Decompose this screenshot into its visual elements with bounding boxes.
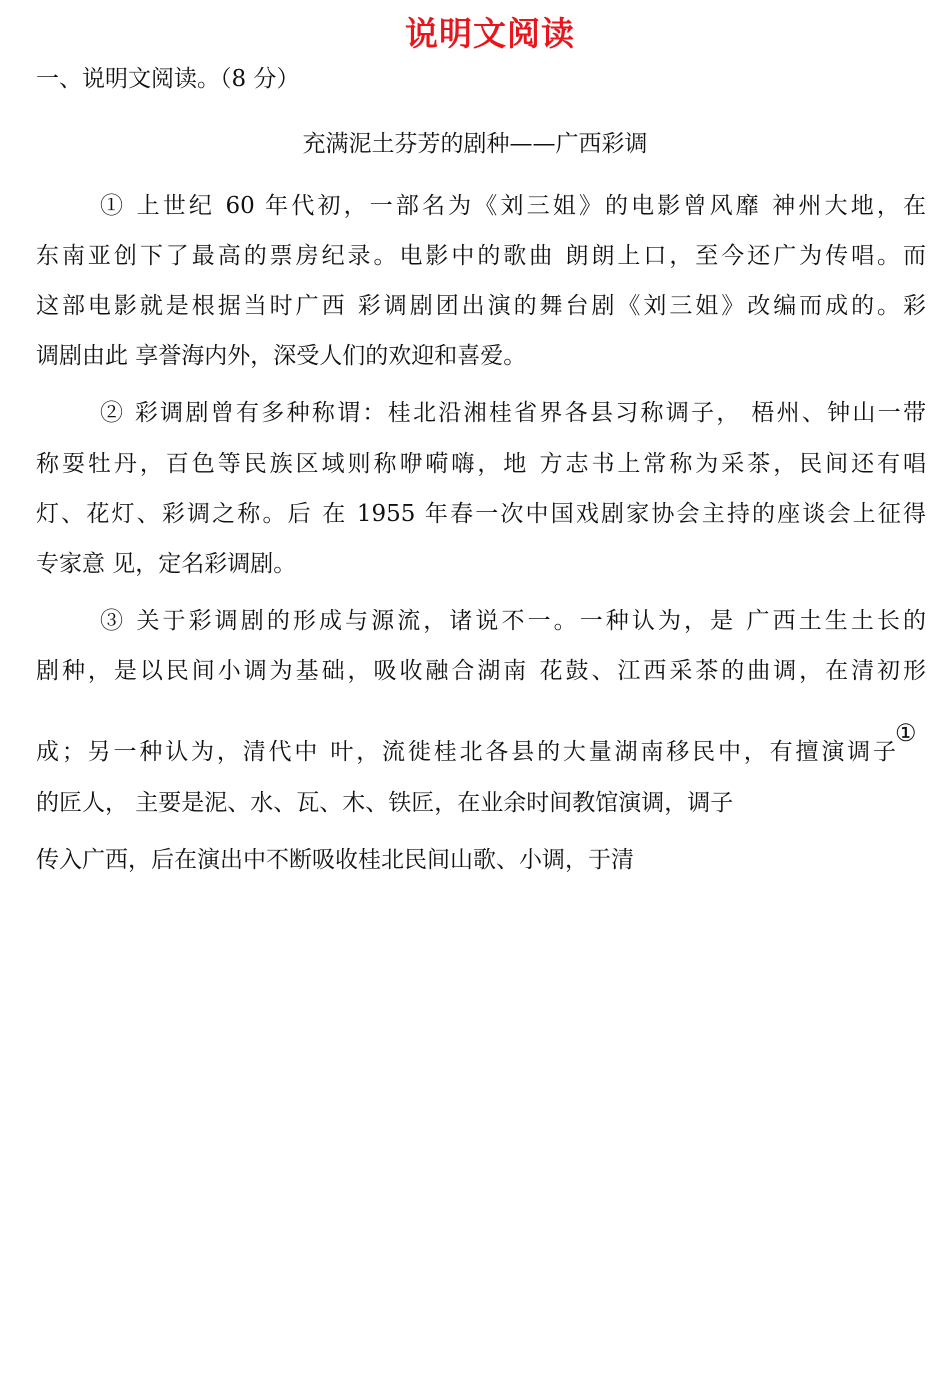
- paragraph-line: ③ 关于彩调剧的形成与源流，诸说不一。一种认为，是 广西土生土长的: [100, 608, 926, 634]
- paragraph-line: 专家意 见，定名彩调剧。: [36, 551, 297, 577]
- paragraph-line: 称耍牡丹，百色等民族区域则称咿嗬嗨，地 方志书上常称为采茶，民间还有唱: [36, 451, 926, 477]
- page-title: 说明文阅读: [405, 14, 575, 53]
- paragraph-line: 的匠人， 主要是泥、水、瓦、木、铁匠，在业余时间教馆演调，调子: [36, 790, 734, 816]
- paragraph-line: 灯、花灯、彩调之称。后 在 1955 年春一次中国戏剧家协会主持的座谈会上征得: [36, 501, 926, 527]
- footnote-marker: ①: [895, 719, 917, 747]
- paragraph-line: 这部电影就是根据当时广西 彩调剧团出演的舞台剧《刘三姐》改编而成的。彩: [36, 293, 926, 319]
- section-heading: 一、说明文阅读。（8 分）: [36, 66, 300, 92]
- paragraph-line: ② 彩调剧曾有多种称谓：桂北沿湘桂省界各县习称调子， 梧州、钟山一带: [100, 400, 926, 426]
- paragraph-line: 调剧由此 享誉海内外，深受人们的欢迎和喜爱。: [36, 343, 527, 369]
- paragraph-line: 成；另一种认为，清代中 叶，流徙桂北各县的大量湖南移民中，有擅演调子: [36, 739, 896, 765]
- article-title: 充满泥土芬芳的剧种——广西彩调: [302, 131, 648, 157]
- paragraph-line: 传入广西，后在演出中不断吸收桂北民间山歌、小调，于清: [36, 847, 634, 873]
- paragraph-line: ① 上世纪 60 年代初，一部名为《刘三姐》的电影曾风靡 神州大地，在: [100, 193, 926, 219]
- paragraph-line: 剧种，是以民间小调为基础，吸收融合湖南 花鼓、江西采茶的曲调，在清初形: [36, 658, 926, 684]
- paragraph-line: 东南亚创下了最高的票房纪录。电影中的歌曲 朗朗上口，至今还广为传唱。而: [36, 243, 926, 269]
